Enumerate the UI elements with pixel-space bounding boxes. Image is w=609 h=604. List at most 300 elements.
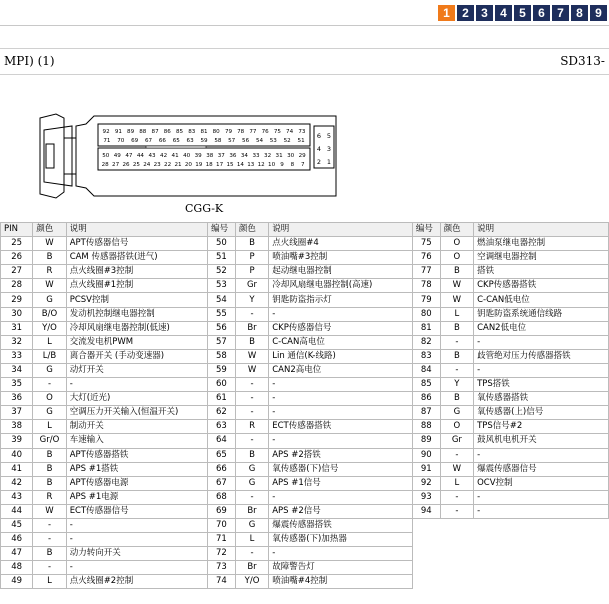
connector-pin: 56 <box>242 138 250 144</box>
connector-pin: 31 <box>275 153 283 159</box>
color-cell: L <box>33 420 66 434</box>
pin-cell: 64 <box>208 434 236 448</box>
description-cell: APS #1电源 <box>66 490 207 504</box>
connector-pin: 17 <box>216 162 224 168</box>
pin-cell: 55 <box>208 307 236 321</box>
column-header: 颜色 <box>235 223 268 237</box>
pin-cell: 76 <box>412 251 440 265</box>
color-cell: O <box>440 420 473 434</box>
connector-pin: 24 <box>143 162 151 168</box>
table-row <box>1 321 609 335</box>
color-cell: B <box>440 265 473 279</box>
page-5-button[interactable]: 5 <box>514 5 531 21</box>
connector-pin: 66 <box>158 138 166 144</box>
pin-cell: 59 <box>208 363 236 377</box>
description-cell: - <box>474 448 609 462</box>
pin-cell: 92 <box>412 476 440 490</box>
connector-pin: 71 <box>103 138 111 144</box>
description-cell: TPS搭铁 <box>474 378 609 392</box>
table-row <box>1 392 609 406</box>
connector-pin: 38 <box>206 153 214 159</box>
column-header: 颜色 <box>33 223 66 237</box>
color-cell: - <box>235 434 268 448</box>
page-2-button[interactable]: 2 <box>457 5 474 21</box>
pin-cell: 75 <box>412 237 440 251</box>
table-row <box>1 349 609 363</box>
description-cell: 钥匙防盗指示灯 <box>269 293 413 307</box>
connector-pin: 21 <box>174 162 182 168</box>
description-cell: C-CAN低电位 <box>474 293 609 307</box>
connector-pin: 6 <box>316 132 322 140</box>
connector-pin: 19 <box>195 162 203 168</box>
color-cell: - <box>33 533 66 547</box>
color-cell: - <box>440 490 473 504</box>
connector-pin: 63 <box>186 138 194 144</box>
connector-pin: 36 <box>229 153 237 159</box>
column-header: 说明 <box>66 223 207 237</box>
pin-cell: 87 <box>412 406 440 420</box>
connector-diagram <box>36 108 356 208</box>
description-cell: 离合器开关 (手动变速器) <box>66 349 207 363</box>
color-cell: L <box>33 575 66 589</box>
pin-cell: 48 <box>1 561 33 575</box>
page-6-button[interactable]: 6 <box>533 5 550 21</box>
connector-pin: 40 <box>183 153 191 159</box>
connector-pin: 69 <box>131 138 139 144</box>
description-cell: 氧传感器搭铁 <box>474 392 609 406</box>
pin-cell: 60 <box>208 378 236 392</box>
color-cell: - <box>440 335 473 349</box>
description-cell: 钥匙防盗系统通信线路 <box>474 307 609 321</box>
color-cell: L <box>440 307 473 321</box>
color-cell: G <box>235 476 268 490</box>
description-cell: 氧传感器(下)加热器 <box>269 533 413 547</box>
description-cell: APS #2信号 <box>269 504 413 518</box>
color-cell: B <box>440 392 473 406</box>
description-cell: - <box>66 518 207 532</box>
page-4-button[interactable]: 4 <box>495 5 512 21</box>
description-cell: - <box>66 561 207 575</box>
empty-cell <box>440 547 473 561</box>
page-1-button[interactable]: 1 <box>438 5 455 21</box>
description-cell: - <box>269 406 413 420</box>
connector-pin: 83 <box>188 129 196 135</box>
empty-cell <box>440 561 473 575</box>
description-cell: 动力转向开关 <box>66 547 207 561</box>
section-code: SD313- <box>560 54 605 68</box>
connector-pin: 42 <box>160 153 168 159</box>
connector-pin: 59 <box>200 138 208 144</box>
table-row <box>1 378 609 392</box>
empty-cell <box>474 533 609 547</box>
page-3-button[interactable]: 3 <box>476 5 493 21</box>
color-cell: W <box>33 279 66 293</box>
pin-cell: 62 <box>208 406 236 420</box>
color-cell: - <box>33 378 66 392</box>
pin-cell: 31 <box>1 321 33 335</box>
connector-pin: 4 <box>316 145 322 153</box>
description-cell: 燃油泵继电器控制 <box>474 237 609 251</box>
table-row <box>1 420 609 434</box>
connector-pin: 18 <box>205 162 213 168</box>
pin-cell: 45 <box>1 518 33 532</box>
description-cell: CKP传感器信号 <box>269 321 413 335</box>
description-cell: CAN2高电位 <box>269 363 413 377</box>
connector-pin: 54 <box>255 138 264 144</box>
color-cell: G <box>235 518 268 532</box>
pin-cell: 54 <box>208 293 236 307</box>
color-cell: W <box>33 237 66 251</box>
color-cell: B <box>235 335 268 349</box>
empty-cell <box>474 518 609 532</box>
pin-cell: 77 <box>412 265 440 279</box>
color-cell: Y <box>440 378 473 392</box>
connector-pin: 86 <box>163 129 171 135</box>
page-7-button[interactable]: 7 <box>552 5 569 21</box>
pin-cell: 50 <box>208 237 236 251</box>
description-cell: - <box>269 434 413 448</box>
color-cell: B <box>440 321 473 335</box>
table-row <box>1 533 609 547</box>
color-cell: Y/O <box>235 575 268 589</box>
connector-pin: 74 <box>286 129 294 135</box>
color-cell: R <box>33 490 66 504</box>
description-cell: - <box>474 335 609 349</box>
description-cell: APS #2搭铁 <box>269 448 413 462</box>
color-cell: P <box>235 251 268 265</box>
connector-pin: 65 <box>172 138 180 144</box>
color-cell: Gr/O <box>33 434 66 448</box>
connector-pin: 91 <box>114 129 122 135</box>
table-row <box>1 504 609 518</box>
connector-pin: 29 <box>298 153 306 159</box>
color-cell: - <box>440 504 473 518</box>
pin-cell: 25 <box>1 237 33 251</box>
connector-pin: 92 <box>102 129 110 135</box>
description-cell: CAN2低电位 <box>474 321 609 335</box>
top-divider <box>0 25 609 26</box>
description-cell: - <box>474 490 609 504</box>
connector-pin: 78 <box>237 129 245 135</box>
description-cell: 搭铁 <box>474 265 609 279</box>
connector-pin: 51 <box>297 138 305 144</box>
pin-cell: 52 <box>208 265 236 279</box>
description-cell: 冷却风扇继电器控制(高速) <box>269 279 413 293</box>
description-cell: 点火线圈#3控制 <box>66 265 207 279</box>
color-cell: - <box>235 392 268 406</box>
description-cell: APS #1搭铁 <box>66 462 207 476</box>
pin-cell: 84 <box>412 363 440 377</box>
connector-pin: 76 <box>261 129 269 135</box>
connector-pin: 52 <box>283 138 291 144</box>
description-cell: 大灯(近光) <box>66 392 207 406</box>
connector-pin: 58 <box>214 138 222 144</box>
description-cell: APT传感器信号 <box>66 237 207 251</box>
page-8-button[interactable]: 8 <box>571 5 588 21</box>
empty-cell <box>474 575 609 589</box>
description-cell: 故障警告灯 <box>269 561 413 575</box>
pin-cell: 79 <box>412 293 440 307</box>
pin-cell: 78 <box>412 279 440 293</box>
description-cell: ECT传感器信号 <box>66 504 207 518</box>
table-row <box>1 237 609 251</box>
pin-cell: 69 <box>208 504 236 518</box>
pin-cell: 80 <box>412 307 440 321</box>
table-row <box>1 307 609 321</box>
color-cell: - <box>235 490 268 504</box>
empty-cell <box>440 575 473 589</box>
column-header: 编号 <box>412 223 440 237</box>
page-navigation <box>438 5 607 21</box>
connector-pin: 3 <box>326 145 332 153</box>
connector-pin: 12 <box>257 162 265 168</box>
color-cell: - <box>235 378 268 392</box>
pin-cell: 65 <box>208 448 236 462</box>
table-row <box>1 406 609 420</box>
table-row <box>1 335 609 349</box>
pin-cell: 89 <box>412 434 440 448</box>
description-cell: 点火线圈#4 <box>269 237 413 251</box>
description-cell: 歧管绝对压力传感器搭铁 <box>474 349 609 363</box>
pin-cell: 88 <box>412 420 440 434</box>
pin-cell: 38 <box>1 420 33 434</box>
description-cell: 氧传感器(下)信号 <box>269 462 413 476</box>
connector-pin: 47 <box>125 153 133 159</box>
pin-cell: 82 <box>412 335 440 349</box>
description-cell: CAM 传感器搭铁(进气) <box>66 251 207 265</box>
color-cell: Gr <box>235 279 268 293</box>
pin-cell: 29 <box>1 293 33 307</box>
pin-cell: 70 <box>208 518 236 532</box>
connector-pin: 10 <box>268 162 276 168</box>
description-cell: APT传感器电源 <box>66 476 207 490</box>
pin-cell: 49 <box>1 575 33 589</box>
pin-cell: 57 <box>208 335 236 349</box>
empty-cell <box>440 533 473 547</box>
color-cell: W <box>440 293 473 307</box>
connector-pin: 89 <box>127 129 135 135</box>
connector-pin: 34 <box>240 153 248 159</box>
connector-pin: 22 <box>164 162 172 168</box>
color-cell: B <box>33 251 66 265</box>
connector-pin: 8 <box>290 162 295 168</box>
connector-pin: 28 <box>101 162 109 168</box>
color-cell: Br <box>235 504 268 518</box>
pin-cell: 53 <box>208 279 236 293</box>
description-cell: OCV控制 <box>474 476 609 490</box>
connector-pin: 80 <box>212 129 220 135</box>
connector-pin: 87 <box>151 129 159 135</box>
color-cell: B <box>33 462 66 476</box>
connector-pin: 9 <box>280 162 284 168</box>
table-row <box>1 547 609 561</box>
color-cell: L/B <box>33 349 66 363</box>
color-cell: - <box>440 363 473 377</box>
color-cell: G <box>33 406 66 420</box>
color-cell: R <box>33 265 66 279</box>
pin-cell: 51 <box>208 251 236 265</box>
color-cell: O <box>33 392 66 406</box>
color-cell: G <box>235 462 268 476</box>
empty-cell <box>412 533 440 547</box>
color-cell: Br <box>235 561 268 575</box>
color-cell: O <box>440 237 473 251</box>
page-9-button[interactable]: 9 <box>590 5 607 21</box>
description-cell: C-CAN高电位 <box>269 335 413 349</box>
table-row <box>1 265 609 279</box>
pin-cell: 72 <box>208 547 236 561</box>
color-cell: Gr <box>440 434 473 448</box>
pin-cell: 39 <box>1 434 33 448</box>
description-cell: - <box>269 547 413 561</box>
empty-cell <box>412 575 440 589</box>
header-divider <box>0 48 609 49</box>
pin-cell: 30 <box>1 307 33 321</box>
connector-label: CGG-K <box>185 202 224 215</box>
connector-pin: 2 <box>316 158 322 166</box>
connector-pin: 49 <box>113 153 121 159</box>
table-row <box>1 490 609 504</box>
connector-pin: 53 <box>269 138 277 144</box>
connector-pin: 25 <box>132 162 140 168</box>
description-cell: - <box>66 533 207 547</box>
pin-cell: 93 <box>412 490 440 504</box>
table-header-row <box>1 223 609 237</box>
description-cell: - <box>269 378 413 392</box>
color-cell: Br <box>235 321 268 335</box>
pin-cell: 73 <box>208 561 236 575</box>
table-row <box>1 448 609 462</box>
pin-table <box>0 222 609 589</box>
description-cell: 氧传感器(上)信号 <box>474 406 609 420</box>
color-cell: G <box>33 363 66 377</box>
color-cell: P <box>235 265 268 279</box>
pin-cell: 85 <box>412 378 440 392</box>
description-cell: 爆震传感器搭铁 <box>269 518 413 532</box>
table-row <box>1 251 609 265</box>
pin-cell: 41 <box>1 462 33 476</box>
connector-pin: 1 <box>326 158 332 166</box>
connector-pin: 32 <box>264 153 272 159</box>
table-row <box>1 561 609 575</box>
pin-cell: 33 <box>1 349 33 363</box>
description-cell: - <box>269 307 413 321</box>
color-cell: - <box>33 518 66 532</box>
color-cell: W <box>440 279 473 293</box>
color-cell: - <box>33 561 66 575</box>
pin-cell: 90 <box>412 448 440 462</box>
empty-cell <box>412 561 440 575</box>
pin-cell: 44 <box>1 504 33 518</box>
pin-cell: 94 <box>412 504 440 518</box>
color-cell: B <box>33 476 66 490</box>
pin-cell: 28 <box>1 279 33 293</box>
description-cell: - <box>474 504 609 518</box>
color-cell: L <box>235 533 268 547</box>
description-cell: ECT传感器搭铁 <box>269 420 413 434</box>
description-cell: 制动开关 <box>66 420 207 434</box>
table-row <box>1 279 609 293</box>
connector-pin: 77 <box>249 129 257 135</box>
pin-cell: 42 <box>1 476 33 490</box>
empty-cell <box>412 518 440 532</box>
color-cell: - <box>235 547 268 561</box>
connector-pin: 67 <box>144 138 153 144</box>
description-cell: 车速输入 <box>66 434 207 448</box>
pin-cell: 91 <box>412 462 440 476</box>
connector-pin: 44 <box>136 153 144 159</box>
empty-cell <box>440 518 473 532</box>
color-cell: Y <box>235 293 268 307</box>
connector-pin: 37 <box>217 153 225 159</box>
color-cell: G <box>440 406 473 420</box>
connector-pin: 30 <box>287 153 295 159</box>
description-cell: 点火线圈#1控制 <box>66 279 207 293</box>
pin-cell: 43 <box>1 490 33 504</box>
pin-cell: 47 <box>1 547 33 561</box>
table-row <box>1 575 609 589</box>
color-cell: B <box>33 547 66 561</box>
pin-cell: 37 <box>1 406 33 420</box>
pin-cell: 67 <box>208 476 236 490</box>
connector-pin: 26 <box>122 162 130 168</box>
description-cell: APT传感器搭铁 <box>66 448 207 462</box>
section-divider <box>0 74 609 75</box>
connector-pin: 27 <box>112 162 120 168</box>
pin-cell: 40 <box>1 448 33 462</box>
color-cell: W <box>235 363 268 377</box>
connector-pin: 50 <box>102 153 110 159</box>
description-cell: Lin 通信(K-线路) <box>269 349 413 363</box>
column-header: 说明 <box>269 223 413 237</box>
connector-pin-row-1 <box>103 129 306 135</box>
connector-pin: 75 <box>273 129 281 135</box>
description-cell: 起动继电器控制 <box>269 265 413 279</box>
connector-pin: 13 <box>247 162 255 168</box>
pin-cell: 74 <box>208 575 236 589</box>
color-cell: B <box>440 349 473 363</box>
description-cell: PCSV控制 <box>66 293 207 307</box>
description-cell: 爆震传感器信号 <box>474 462 609 476</box>
description-cell: 冷却风扇继电器控制(低速) <box>66 321 207 335</box>
empty-cell <box>474 561 609 575</box>
connector-pin: 23 <box>153 162 161 168</box>
description-cell: - <box>474 363 609 377</box>
description-cell: 喷油嘴#3控制 <box>269 251 413 265</box>
color-cell: B <box>33 448 66 462</box>
color-cell: R <box>235 420 268 434</box>
table-row <box>1 518 609 532</box>
color-cell: W <box>33 504 66 518</box>
pin-cell: 68 <box>208 490 236 504</box>
connector-pin: 5 <box>326 132 332 140</box>
color-cell: L <box>33 335 66 349</box>
section-title: MPI) (1) <box>4 54 55 68</box>
color-cell: O <box>440 251 473 265</box>
color-cell: L <box>440 476 473 490</box>
column-header: 编号 <box>208 223 236 237</box>
connector-pin: 20 <box>184 162 192 168</box>
color-cell: - <box>440 448 473 462</box>
connector-pin: 57 <box>228 138 236 144</box>
color-cell: - <box>235 307 268 321</box>
color-cell: W <box>235 349 268 363</box>
connector-pin: 43 <box>148 153 156 159</box>
pin-cell: 61 <box>208 392 236 406</box>
connector-pin: 70 <box>117 138 125 144</box>
table-row <box>1 293 609 307</box>
connector-pin: 33 <box>252 153 260 159</box>
